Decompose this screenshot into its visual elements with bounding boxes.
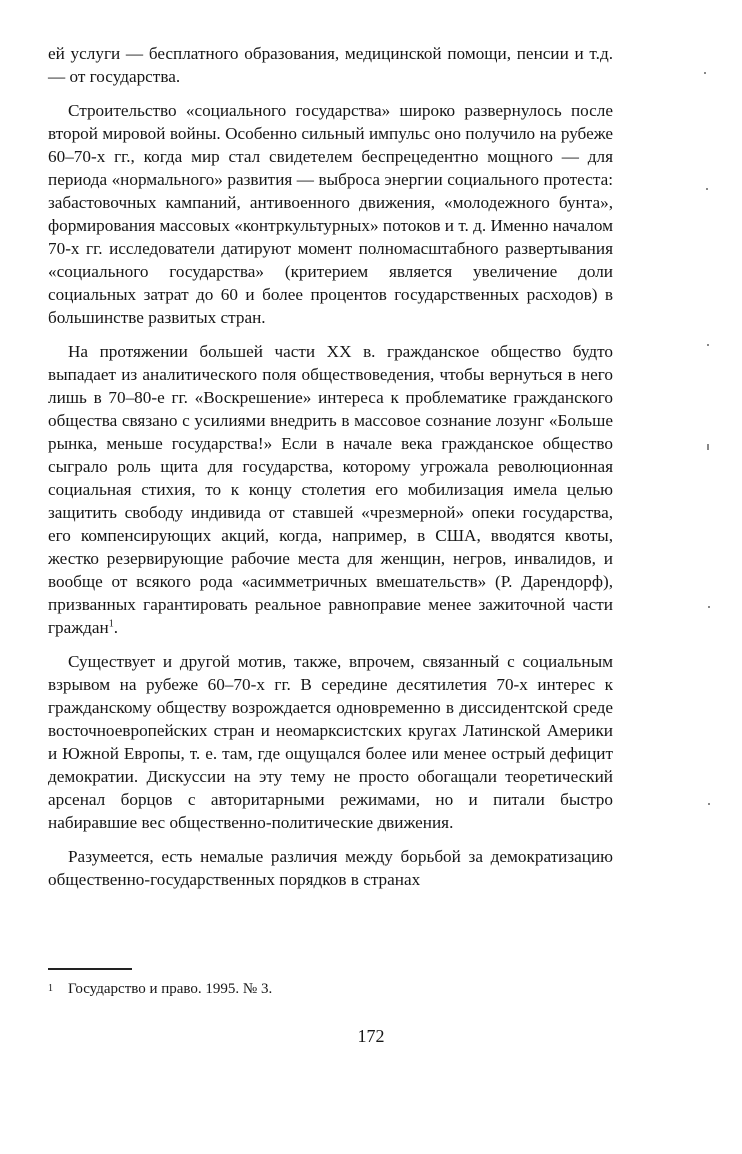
footnote-mark: 1: [48, 983, 53, 994]
paragraph-1: ей услуги — бесплатного образования, медицинской помощи, пенсии и т.д. — от государства.: [48, 44, 613, 86]
scan-speck: [707, 344, 709, 346]
footnote-text: Государство и право. 1995. № 3.: [68, 981, 273, 997]
paragraph-5: Разумеется, есть немалые различия между борьбой за демократизацию общественно-государственных порядков в странах: [48, 847, 613, 889]
page-body: [48, 42, 613, 891]
paragraph-4: Существует и другой мотив, также, впрочем, связанный с социальным взрывом на рубеже 60–70-х гг. В середине десятилетия 70-х интерес к гражданскому обществу возрождается одновременно в диссидентской среде восточноевропейских стран и неомарксистских кругах Латинской Америки и Южной Европы, т. е. там, где ощущался более или менее острый дефицит демократии. Дискуссии на эту тему не просто обогащали теоретический арсенал борцов с авторитарными режимами, но и питали быстро набиравшие вес общественно-политические движения.: [48, 652, 613, 832]
scan-speck: [704, 72, 706, 74]
footnote-reference: 1: [108, 618, 114, 630]
paragraph-3: [48, 340, 613, 639]
footnote-divider: [48, 968, 132, 970]
scan-speck: [708, 606, 710, 608]
paragraph-3-text: На протяжении большей части XX в. гражданское общество будто выпадает из аналитического поля обществоведения, чтобы вернуться в него лишь в 70–80-е гг. «Воскрешение» интереса к проблематике гражданского общества связано с усилиями внедрить в массовое сознание лозунг «Больше рынка, меньше государства!» Если в начале века гражданское общество сыграло роль щита для государства, которому угрожала революционная социальная стихия, то к концу столетия его мобилизация имела целью защитить свободу индивида от ставшей «чрезмерной» опеки государства, его компенсирующих акций, когда, например, в США, вводятся квоты, жестко резервирующие рабочие места для женщин, негров, инвалидов, и вообще от всякого рода «асимметричных вмешательств» (Р. Дарендорф), призванных гарантировать реальное равноправие менее зажиточной части граждан: [48, 342, 613, 637]
scan-speck: [708, 803, 710, 805]
scan-speck: [706, 188, 708, 190]
scan-speck: [707, 444, 709, 450]
paragraph-3-end: .: [113, 618, 119, 637]
footnote: [48, 980, 608, 998]
page-number: 172: [357, 1026, 385, 1046]
paragraph-2: Строительство «социального государства» широко развернулось после второй мировой войны. Особенно сильный импульс оно получило на рубеже 60–70-х гг., когда мир стал свидетелем беспрецедентно мощного — для периода «нормального» развития — выброса энергии социального протеста: забастовочных кампаний, антивоенного движения, «молодежного бунта», формирования массовых «контркультурных» потоков и т. д. Именно началом 70-х гг. исследователи датируют момент полномасштабного развертывания «социального государства» (критерием является увеличение доли социальных затрат до 60 и более процентов государственных расходов) в большинстве развитых стран.: [48, 101, 613, 327]
